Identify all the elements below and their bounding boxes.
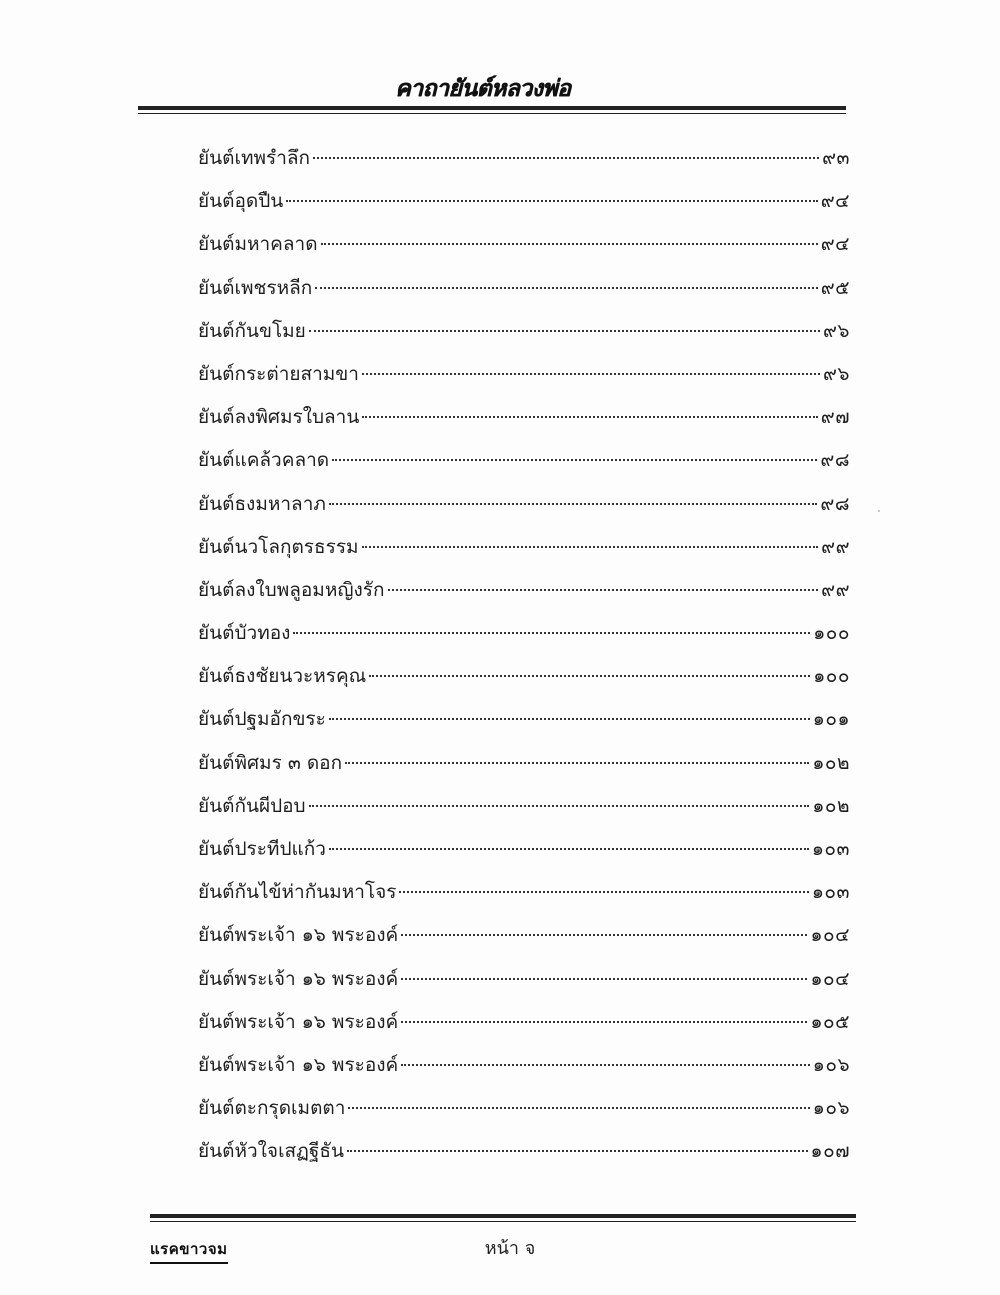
toc-entry: [198, 1004, 850, 1047]
toc-entry-page: ๙๙: [821, 535, 850, 558]
toc-entry: [198, 442, 850, 485]
toc-dot-leader: [401, 1064, 810, 1066]
toc-entry-title: ยันต์พระเจ้า ๑๖ พระองค์: [198, 1053, 399, 1076]
toc-dot-leader: [401, 1021, 807, 1023]
toc-entry-title: ยันต์กันไข้ห่ากันมหาโจร: [198, 881, 397, 904]
toc-entry: [198, 658, 850, 701]
toc-entry-title: ยันต์ปฐมอักขระ: [198, 708, 326, 731]
toc-entry-title: ยันต์เพชรหลีก: [198, 276, 313, 299]
toc-entry-page: ๑๐๒: [812, 794, 850, 817]
header-rule-thin: [138, 113, 846, 114]
toc-entry-title: ยันต์แคล้วคลาด: [198, 449, 330, 472]
toc-entry-title: ยันต์กันขโมย: [198, 319, 306, 342]
toc-entry-page: ๙๕: [820, 276, 850, 299]
toc-dot-leader: [293, 632, 810, 634]
toc-entry-page: ๑๐๐: [813, 665, 850, 688]
toc-entry-title: ยันต์ลงใบพลูอมหญิงรัก: [198, 578, 385, 601]
header-rule: [138, 106, 846, 110]
toc-entry-page: ๑๐๔: [810, 924, 850, 947]
toc-entry-page: ๙๔: [820, 190, 850, 213]
toc-entry-title: ยันต์เทพรำลึก: [198, 147, 311, 169]
toc-entry-title: ยันต์ธงมหาลาภ: [198, 492, 326, 515]
publisher-logo: แรคขาวจม: [150, 1236, 228, 1264]
toc-entry: [198, 1047, 850, 1090]
toc-entry: [198, 701, 850, 744]
toc-entry-title: ยันต์ธงชัยนวะหรคุณ: [198, 665, 367, 688]
toc-entry-title: ยันต์พระเจ้า ๑๖ พระองค์: [198, 924, 399, 947]
toc-dot-leader: [401, 978, 807, 980]
toc-dot-leader: [388, 589, 819, 591]
toc-entry-page: ๙๙: [821, 578, 850, 601]
toc-dot-leader: [369, 675, 810, 677]
toc-entry-page: ๙๓: [822, 147, 850, 169]
toc-entry-page: ๙๖: [823, 362, 850, 385]
toc-entry-title: ยันต์กันผีปอบ: [198, 794, 306, 817]
toc-entry-title: ยันต์ประทีปแก้ว: [198, 838, 326, 860]
toc-entry-page: ๑๐๒: [812, 751, 850, 774]
toc-dot-leader: [399, 891, 808, 893]
toc-entry: [198, 486, 850, 529]
toc-entry: [198, 788, 850, 831]
toc-entry: [198, 1133, 850, 1176]
toc-entry: [198, 874, 850, 917]
toc-entry-page: ๙๔: [820, 233, 850, 256]
toc-entry-page: ๙๘: [820, 449, 850, 472]
toc-entry: [198, 615, 850, 658]
toc-dot-leader: [309, 805, 810, 807]
toc-dot-leader: [332, 459, 817, 461]
toc-entry-title: ยันต์พระเจ้า ๑๖ พระองค์: [198, 1010, 399, 1033]
toc-entry: [198, 356, 850, 399]
toc-dot-leader: [401, 934, 807, 936]
toc-entry-title: ยันต์นวโลกุตรธรรม: [198, 535, 359, 558]
toc-entry-page: ๑๐๑: [812, 708, 850, 731]
toc-entry: [198, 226, 850, 269]
toc-entry-title: ยันต์พิศมร ๓ ดอก: [198, 751, 343, 774]
toc-entry: [198, 572, 850, 615]
toc-entry: [198, 529, 850, 572]
table-of-contents: [198, 140, 850, 1177]
toc-dot-leader: [321, 243, 818, 245]
page-number-label: หน้า จ: [484, 1238, 536, 1259]
toc-entry-title: ยันต์มหาคลาด: [198, 233, 318, 256]
toc-entry-page: ๑๐๖: [812, 1053, 850, 1076]
toc-dot-leader: [313, 157, 819, 159]
toc-entry-title: ยันต์ตะกรุดเมตตา: [198, 1097, 346, 1120]
toc-entry: [198, 1090, 850, 1133]
toc-dot-leader: [347, 1150, 808, 1152]
toc-entry: [198, 961, 850, 1004]
toc-dot-leader: [362, 546, 819, 548]
toc-entry-title: ยันต์ลงพิศมรใบลาน: [198, 406, 360, 429]
toc-entry-page: ๙๗: [820, 406, 850, 429]
toc-dot-leader: [329, 718, 810, 720]
toc-entry-page: ๑๐๗: [810, 1140, 850, 1163]
toc-entry-page: ๑๐๕: [810, 1010, 850, 1033]
toc-entry-title: ยันต์พระเจ้า ๑๖ พระองค์: [198, 967, 399, 990]
toc-entry: [198, 270, 850, 313]
toc-entry-page: ๑๐๖: [812, 1097, 850, 1120]
toc-entry-page: ๑๐๓: [811, 881, 850, 904]
toc-dot-leader: [286, 200, 817, 202]
toc-dot-leader: [329, 503, 818, 505]
book-header-title: คาถายันต์หลวงพ่อ: [395, 75, 571, 102]
toc-dot-leader: [329, 848, 809, 850]
toc-dot-leader: [348, 1107, 809, 1109]
toc-entry-title: ยันต์กระต่ายสามขา: [198, 362, 359, 385]
toc-entry: [198, 313, 850, 356]
toc-entry: [198, 831, 850, 874]
toc-entry-title: ยันต์หัวใจเสฏฐีธัน: [198, 1140, 344, 1163]
toc-entry: [198, 917, 850, 960]
toc-dot-leader: [315, 287, 817, 289]
toc-entry-title: ยันต์อุดปืน: [198, 190, 284, 213]
toc-dot-leader: [362, 373, 820, 375]
toc-entry: [198, 745, 850, 788]
toc-entry: [198, 399, 850, 442]
toc-entry-page: ๑๐๐: [813, 622, 850, 645]
toc-dot-leader: [345, 762, 809, 764]
footer-rule: [150, 1214, 856, 1218]
footer-rule-thin: [150, 1221, 856, 1222]
toc-entry: [198, 140, 850, 183]
toc-dot-leader: [362, 416, 817, 418]
toc-dot-leader: [309, 330, 820, 332]
toc-entry-page: ๙๘: [820, 492, 850, 515]
scan-speck: [878, 510, 880, 512]
toc-entry-page: ๙๖: [823, 319, 850, 342]
toc-entry-title: ยันต์บัวทอง: [198, 622, 291, 645]
toc-entry-page: ๑๐๔: [810, 967, 850, 990]
toc-entry-page: ๑๐๓: [811, 838, 850, 860]
toc-entry: [198, 183, 850, 226]
